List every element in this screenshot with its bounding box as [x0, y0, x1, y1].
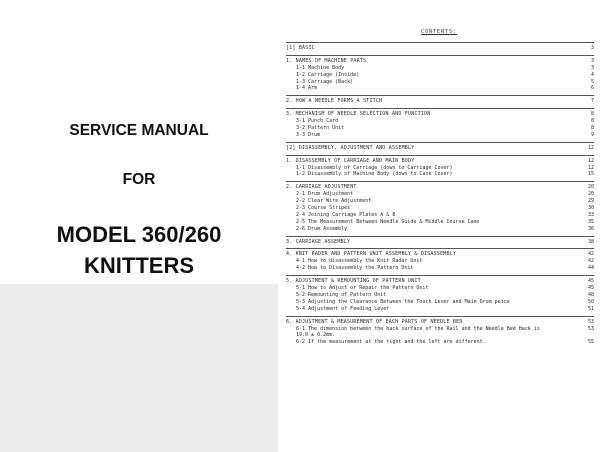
toc-entry [286, 98, 594, 105]
toc-entry [286, 85, 594, 92]
toc-entry [286, 205, 594, 212]
toc-entry-title: 2-5 The Measurement Between Needle Guide & Middle Course Cams [296, 218, 480, 225]
toc-section [286, 316, 594, 346]
toc-entry-title: 3. CARRIAGE ASSEMBLY [286, 238, 351, 245]
toc-entry [286, 58, 594, 65]
toc-entry-title: 3. MECHANISM OF NEEDLE SELECTION AND FUNCTION [286, 111, 431, 118]
toc-entry [286, 319, 594, 326]
toc-entry-title: 5. ADJUSTMENT & REMOUNTING OF PATTERN UNIT [286, 278, 421, 285]
toc-entry-title: 2-2 Clear Wire Adjustment [296, 198, 372, 205]
toc-entry-title: 3-1 Punch Card [296, 118, 339, 125]
toc-entry-page: 4 [590, 71, 594, 78]
toc-entry-title: 6-1 The dimension between the back surface of the Rail and the Needle Bed Hack is 19.0 ± 0.2mm. [296, 325, 540, 338]
cover-page [0, 0, 278, 452]
toc-entry-title: 4. KNIT RADER AND PATTERN UNIT ASSEMBLY & DISASSEMBLY [286, 251, 457, 258]
toc-entry-page: 42 [587, 251, 594, 258]
toc-entry-page: 5 [590, 78, 594, 85]
toc-entry-title: 1. DISASSEMBLY OF CARRIAGE AND MAIN BODY [286, 157, 415, 164]
toc-entry-title: 2. CARRIAGE ADJUSTMENT [286, 184, 357, 191]
toc-entry-page: 45 [587, 278, 594, 285]
toc-entry-page: 20 [587, 184, 594, 191]
table-of-contents [286, 42, 594, 348]
toc-entry [286, 65, 594, 72]
toc-entry-title: 5-1 How to Adjust or Repair the Pattern Unit [296, 285, 429, 292]
toc-entry-page: 7 [590, 98, 594, 105]
toc-section [286, 275, 594, 312]
toc-entry-title: [1] BASIC [286, 45, 315, 51]
toc-entry-page: 53 [587, 325, 594, 332]
cover-title-model: MODEL 360/260 [56, 222, 222, 247]
toc-entry-title: 2-4 Joining Carriage Plates A & B [296, 211, 396, 218]
toc-entry [286, 45, 594, 52]
toc-entry [286, 258, 594, 265]
toc-section [286, 95, 594, 105]
toc-entry [286, 306, 594, 313]
cover-title-knitters: KNITTERS [84, 253, 194, 278]
toc-entry-title: 1-3 Carriage (Back) [296, 78, 354, 85]
toc-entry-title: 1-1 Disassembly of Carriage (down to Carriage Cover) [296, 164, 453, 171]
toc-entry-page: 3 [590, 45, 594, 51]
toc-entry-page: 51 [587, 305, 594, 312]
toc-entry [286, 72, 594, 79]
toc-entry [286, 171, 594, 178]
toc-entry-title: 4-2 How to Disassembly the Pattern Unit [296, 265, 414, 272]
toc-entry-page: 6 [590, 85, 594, 92]
toc-entry-title: 4-1 How to disassembly the Knit Radar Unit [296, 258, 423, 265]
contents-heading: CONTENTS: [420, 29, 458, 35]
toc-entry-title: 6. ADJUSTMENT & MEASUREMENT OF EACH PARTS OF NEEDLE BED [286, 318, 463, 325]
toc-entry-page: 38 [587, 238, 594, 245]
toc-entry [286, 111, 594, 118]
toc-section [286, 108, 594, 139]
toc-entry-title: 3-3 Drum [296, 131, 321, 138]
toc-entry [286, 251, 594, 258]
toc-entry [286, 219, 594, 226]
toc-entry-page: 8 [590, 118, 594, 125]
cover-title-for: FOR [122, 171, 156, 188]
cover-title-service-manual: SERVICE MANUAL [69, 122, 209, 139]
toc-entry-title: 1-2 Disassembly of Machine Body (down to Case Cover) [296, 171, 453, 178]
toc-entry [286, 125, 594, 132]
toc-entry-title: 3-2 Pattern Unit [296, 125, 345, 132]
toc-section [286, 248, 594, 272]
toc-entry-title: 5-2 Remounting of Pattern Unit [296, 291, 387, 298]
toc-entry-page: 30 [587, 205, 594, 212]
toc-entry [286, 145, 594, 152]
toc-entry-page: 12 [587, 164, 594, 171]
toc-entry-page: 55 [587, 338, 594, 345]
toc-entry [286, 285, 594, 292]
toc-entry-title: 1-2 Carriage (Inside) [296, 71, 360, 78]
toc-entry [286, 278, 594, 285]
toc-entry [286, 239, 594, 246]
toc-entry-page: 44 [587, 265, 594, 272]
toc-entry [286, 299, 594, 306]
toc-entry-page: 42 [587, 258, 594, 265]
toc-entry-title: 1. NAMES OF MACHINE PARTS [286, 57, 367, 64]
toc-entry-title: 1-1 Machine Body [296, 64, 345, 71]
toc-entry-page: 12 [587, 157, 594, 164]
toc-entry [286, 198, 594, 205]
toc-entry-page: 35 [587, 218, 594, 225]
toc-entry-page: 8 [590, 125, 594, 132]
toc-entry-page: 33 [587, 211, 594, 218]
toc-entry-title: 2-3 Course Stripes [296, 205, 351, 212]
toc-entry-page: 3 [590, 64, 594, 71]
toc-entry [286, 212, 594, 219]
toc-entry-page: 15 [587, 171, 594, 178]
toc-entry-page: 12 [587, 144, 594, 151]
toc-entry [286, 191, 594, 198]
toc-entry [286, 184, 594, 191]
toc-entry [286, 79, 594, 86]
toc-section [286, 155, 594, 179]
toc-entry-page: 45 [587, 285, 594, 292]
toc-entry-title: 2-1 Drum Adjustment [296, 191, 354, 198]
toc-entry [286, 165, 594, 172]
toc-entry-page: 29 [587, 198, 594, 205]
toc-entry [286, 132, 594, 139]
toc-entry-page: 50 [587, 298, 594, 305]
toc-entry-title: 5-3 Adjusting the Clearance Between the Touch Lever and Main Drum peice [296, 298, 510, 305]
toc-entry-page: 53 [587, 318, 594, 325]
toc-entry-page: 48 [587, 291, 594, 298]
toc-entry-page: 9 [590, 131, 594, 138]
toc-entry [286, 265, 594, 272]
toc-entry-page: 3 [590, 57, 594, 64]
toc-section [286, 181, 594, 232]
toc-entry-title: 1-4 Arm [296, 85, 318, 92]
toc-section [286, 142, 594, 152]
toc-section [286, 55, 594, 92]
toc-entry-title: [2] DISASSEMBLY, ADJUSTMENT AND ASSEMBLY [286, 144, 415, 151]
toc-entry [286, 339, 594, 346]
toc-entry [286, 292, 594, 299]
toc-entry [286, 158, 594, 165]
toc-entry-page: 8 [590, 111, 594, 118]
toc-entry-title: 6-2 If the measurement at the right and the left are different. [296, 338, 486, 345]
toc-entry-page: 20 [587, 191, 594, 198]
cover-shaded-area [0, 284, 278, 452]
toc-entry-page: 36 [587, 225, 594, 232]
toc-entry [286, 226, 594, 233]
toc-entry-title: 2-6 Drum Assembly [296, 225, 348, 232]
toc-entry-title: 5-4 Adjustment of Feeding Lever [296, 305, 390, 312]
contents-page [278, 0, 600, 452]
toc-entry [286, 326, 594, 339]
toc-entry [286, 118, 594, 125]
toc-entry-title: 2. HOW A NEEDLE FORMS A STITCH [286, 98, 383, 105]
toc-section [286, 236, 594, 246]
toc-section [286, 42, 594, 52]
